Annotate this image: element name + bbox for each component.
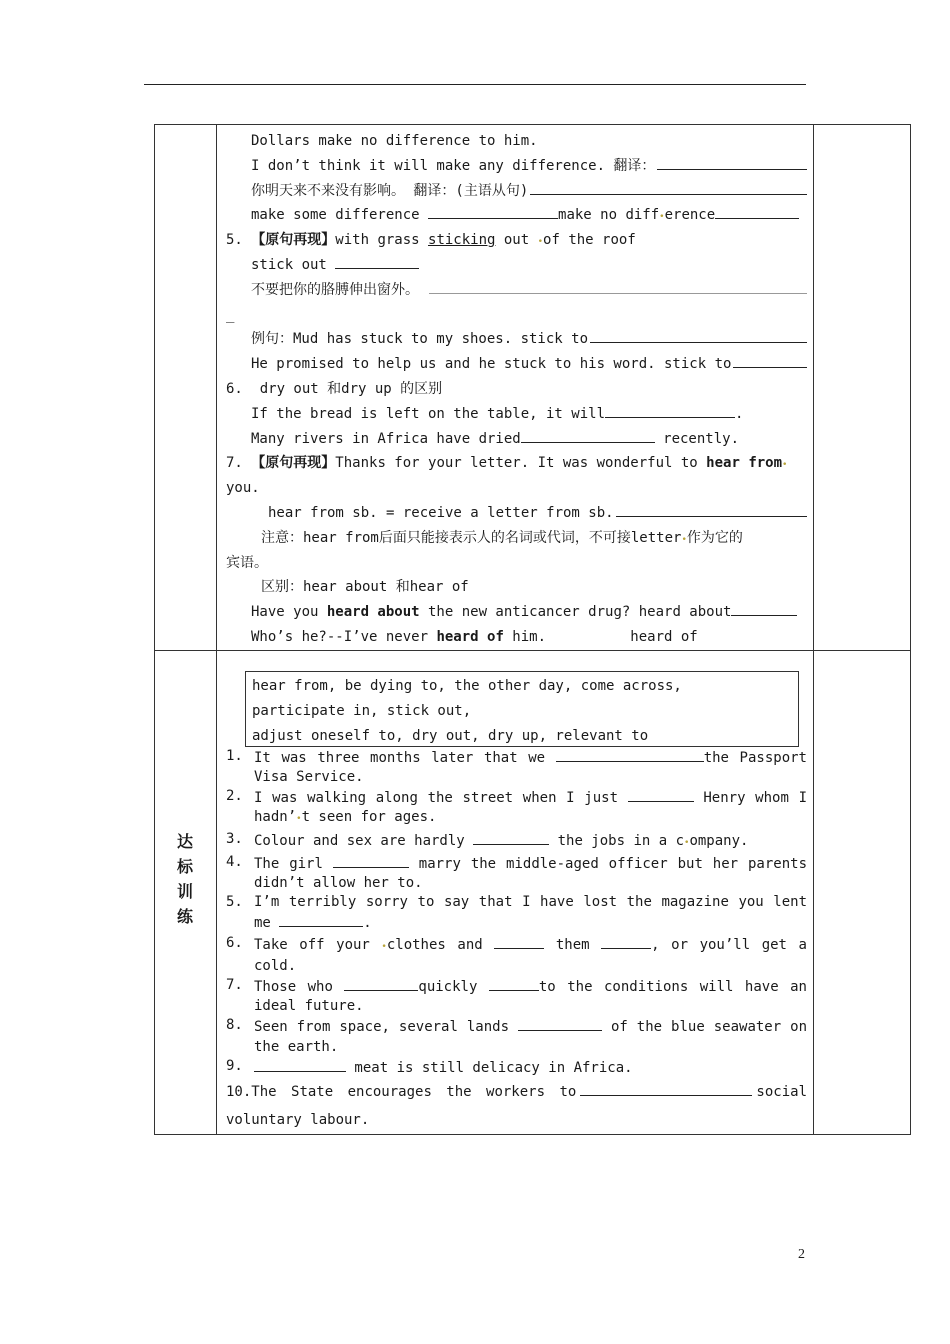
exercise-fragment: ideal future. xyxy=(254,998,364,1015)
answer-blank[interactable] xyxy=(429,279,807,294)
answer-blank[interactable] xyxy=(333,853,409,868)
section-tag: 【原句再现】 xyxy=(251,455,336,472)
answer-blank[interactable] xyxy=(733,353,807,368)
mark-dot: • xyxy=(684,837,690,848)
note-text: the new anticancer drug? heard about xyxy=(419,604,732,621)
exercise-text xyxy=(254,1057,633,1078)
exercise-fragment: hadn’ xyxy=(254,809,297,826)
exercise-item xyxy=(226,830,807,853)
answer-blank[interactable] xyxy=(521,428,655,443)
section-label-cell xyxy=(155,650,217,1134)
exercise-item xyxy=(226,976,807,1016)
note-text: If the bread is left on the table, it will xyxy=(251,405,606,422)
item-number: 7. xyxy=(226,455,252,472)
mark-dot: • xyxy=(296,814,302,825)
exercise-row xyxy=(155,650,911,1134)
exercise-fragment: , or you’ll get a xyxy=(651,936,807,953)
answer-blank[interactable] xyxy=(279,912,363,927)
exercise-fragment: of the blue seawater on xyxy=(602,1019,807,1036)
mark-dot: • xyxy=(537,237,544,248)
exercise-number: 3. xyxy=(226,830,243,847)
exercise-fragment: Those who xyxy=(254,978,345,995)
exercise-fragment: meat is still delicacy in Africa. xyxy=(346,1059,633,1076)
note-line xyxy=(226,154,807,179)
exercise-fragment: It was three months later that we xyxy=(254,749,556,766)
note-line xyxy=(226,501,807,526)
note-line: 区别：hear about 和hear of xyxy=(261,579,469,596)
note-line xyxy=(226,526,807,551)
answer-blank[interactable] xyxy=(731,601,797,616)
answer-blank[interactable] xyxy=(489,976,539,991)
note-line xyxy=(226,179,807,204)
exercise-line: voluntary labour. xyxy=(226,1111,370,1128)
exercise-line xyxy=(226,1078,807,1106)
note-text: him. heard of xyxy=(503,628,698,645)
exercise-fragment: quickly xyxy=(418,978,489,995)
note-text: Have you xyxy=(251,604,327,621)
answer-blank[interactable] xyxy=(494,934,544,949)
exercise-list xyxy=(217,747,813,1134)
mark-dot: • xyxy=(782,460,788,471)
exercise-item xyxy=(226,934,807,976)
exercise-fragment: I’m terribly sorry to say that I have lost the magazine you lent xyxy=(254,894,807,911)
exercise-fragment: . xyxy=(363,915,372,932)
note-text: stick out xyxy=(251,256,336,273)
bold-phrase: heard abo xyxy=(326,604,403,621)
exercise-fragment: ompany. xyxy=(689,832,749,849)
note-line: _ xyxy=(226,306,235,323)
exercise-fragment: I was walking along the street when I just xyxy=(254,790,628,807)
mark-dot: • xyxy=(381,941,387,952)
empty-left-cell xyxy=(155,125,217,651)
note-text: He promised to help us and he stuck to his word. stick to xyxy=(251,356,732,373)
answer-blank[interactable] xyxy=(473,830,549,845)
note-line xyxy=(226,352,807,377)
exercise-item xyxy=(226,1057,807,1078)
word-bank-line: participate in, stick out, xyxy=(252,702,472,719)
note-text: 例句：Mud has stuck to my shoes. stick to xyxy=(251,331,589,348)
exercise-fragment: clothes and xyxy=(386,936,495,953)
page-number: 2 xyxy=(798,1247,805,1262)
exercise-number: 5. xyxy=(226,894,243,911)
exercise-number: 6. xyxy=(226,934,243,951)
note-text: hear from sb. = receive a letter from sb. xyxy=(268,504,614,521)
exercise-text xyxy=(254,1016,807,1056)
answer-blank[interactable] xyxy=(605,403,735,418)
exercise-fragment: Henry whom I xyxy=(693,790,808,807)
exercise-fragment: me xyxy=(254,915,280,932)
exercise-fragment: Visa Service. xyxy=(254,768,364,785)
exercise-fragment: didn’t allow her to. xyxy=(254,874,423,891)
answer-blank[interactable] xyxy=(657,155,807,170)
label-char: 达 xyxy=(176,831,193,851)
empty-right-cell xyxy=(814,125,911,651)
note-text: 不要把你的胳膊伸出窗外。 xyxy=(251,281,428,298)
exercise-number: 7. xyxy=(226,976,243,993)
exercise-item xyxy=(226,747,807,787)
exercise-fragment: cold. xyxy=(254,957,297,974)
item-number: 5. xyxy=(226,232,252,249)
note-text: make some difference xyxy=(251,207,429,224)
exercise-item xyxy=(226,1078,807,1134)
exercise-fragment: The girl xyxy=(254,855,333,872)
word-bank-line: hear from, be dying to, the other day, come across, xyxy=(252,677,682,694)
bold-phrase: ut xyxy=(402,604,420,621)
underlined-word: sticking xyxy=(428,232,496,249)
mark-dot: • xyxy=(681,534,687,545)
note-text: Who’s he?--I’ve never xyxy=(251,628,437,645)
bold-phrase: heard of xyxy=(436,628,504,645)
note-line xyxy=(226,625,807,650)
note-text: . xyxy=(735,405,744,422)
label-char: 训 xyxy=(176,881,193,901)
note-line xyxy=(226,600,807,625)
exercise-fragment: social xyxy=(756,1083,807,1100)
exercise-fragment: Take off your xyxy=(254,936,382,953)
note-text: out xyxy=(495,232,538,249)
exercise-fragment: the earth. xyxy=(254,1038,339,1055)
exercise-fragment: marry the middle-aged officer but her parents xyxy=(408,855,807,872)
exercise-text xyxy=(254,893,807,933)
exercise-text xyxy=(254,747,807,787)
note-line: you. xyxy=(226,480,260,497)
exercise-item xyxy=(226,893,807,933)
exercise-fragment: t seen for ages. xyxy=(301,809,437,826)
exercise-number: 8. xyxy=(226,1017,243,1034)
note-text: erence xyxy=(664,207,716,224)
note-text: I don’t think it will make any difference. 翻译： xyxy=(251,157,656,174)
exercise-fragment: Colour and sex are hardly xyxy=(254,832,474,849)
exercise-text xyxy=(254,976,807,1016)
note-line: 宾语。 xyxy=(226,554,268,571)
exercise-fragment: The State encourages the workers to xyxy=(251,1083,577,1100)
note-line xyxy=(226,228,807,253)
exercise-item xyxy=(226,853,807,893)
exercise-fragment: Seen from space, several lands xyxy=(254,1019,518,1036)
exercise-text xyxy=(254,853,807,893)
exercise-number: 1. xyxy=(226,747,243,764)
note-text: 注意：hear from后面只能接表示人的名词或代词，不可接letter xyxy=(261,529,682,546)
word-bank-box xyxy=(245,671,799,747)
note-line: 6. dry out 和dry up 的区别 xyxy=(226,380,443,397)
answer-blank[interactable] xyxy=(601,934,651,949)
exercise-text xyxy=(254,934,807,976)
answer-blank[interactable] xyxy=(518,1016,602,1031)
empty-right-cell xyxy=(814,650,911,1134)
note-line xyxy=(226,427,807,452)
note-text: 你明天来不来没有影响。 翻译：(主语从句) xyxy=(251,182,529,199)
exercise-number: 2. xyxy=(226,788,243,805)
note-text: make no diff xyxy=(558,207,660,224)
notes-row xyxy=(155,125,911,651)
word-bank-line: adjust oneself to, dry out, dry up, relevant to xyxy=(252,727,649,744)
note-text: with grass xyxy=(335,232,429,249)
header-rule xyxy=(144,84,806,85)
answer-blank[interactable] xyxy=(344,976,418,991)
answer-blank[interactable] xyxy=(254,1057,346,1072)
note-line xyxy=(226,451,807,476)
answer-blank[interactable] xyxy=(580,1081,752,1096)
bold-phrase: hear from xyxy=(706,455,783,472)
exercise-item xyxy=(226,787,807,829)
note-line xyxy=(226,327,807,352)
exercise-number: 9. xyxy=(226,1057,243,1074)
exercise-line xyxy=(254,912,807,933)
note-line xyxy=(226,253,807,278)
answer-blank[interactable] xyxy=(616,502,807,517)
exercise-fragment: the jobs in a c xyxy=(549,832,685,849)
label-char: 练 xyxy=(176,906,193,926)
worksheet-table xyxy=(154,124,911,1135)
exercise-line xyxy=(254,808,807,829)
exercise-number: 4. xyxy=(226,853,243,870)
note-text: 作为它的 xyxy=(686,529,743,546)
answer-blank[interactable] xyxy=(335,254,419,269)
section-tag: 【原句再现】 xyxy=(251,232,336,249)
exercise-text xyxy=(254,830,748,853)
exercise-text xyxy=(254,787,807,829)
section-label xyxy=(173,829,197,929)
answer-blank[interactable] xyxy=(715,204,799,219)
answer-blank[interactable] xyxy=(590,328,807,343)
answer-blank[interactable] xyxy=(530,180,807,195)
mark-dot: • xyxy=(659,212,665,223)
label-char: 标 xyxy=(176,856,193,876)
answer-blank[interactable] xyxy=(556,747,704,762)
answer-blank[interactable] xyxy=(628,787,694,802)
exercise-fragment: them xyxy=(544,936,602,953)
exercise-cell xyxy=(217,650,814,1134)
note-line: Dollars make no difference to him. xyxy=(251,133,538,149)
exercise-item xyxy=(226,1016,807,1056)
note-text: of the roof xyxy=(543,232,636,249)
note-line xyxy=(226,203,807,228)
exercise-fragment: to the conditions will have an xyxy=(538,978,807,995)
exercise-fragment: the Passport xyxy=(703,749,807,766)
notes-cell xyxy=(217,125,814,651)
exercise-number: 10. xyxy=(226,1083,252,1100)
note-text: Many rivers in Africa have dried xyxy=(251,430,521,447)
note-text: recently. xyxy=(654,430,740,447)
note-line xyxy=(226,278,807,303)
answer-blank[interactable] xyxy=(428,204,558,219)
note-line xyxy=(226,402,807,427)
note-text: Thanks for your letter. It was wonderful to xyxy=(335,455,707,472)
